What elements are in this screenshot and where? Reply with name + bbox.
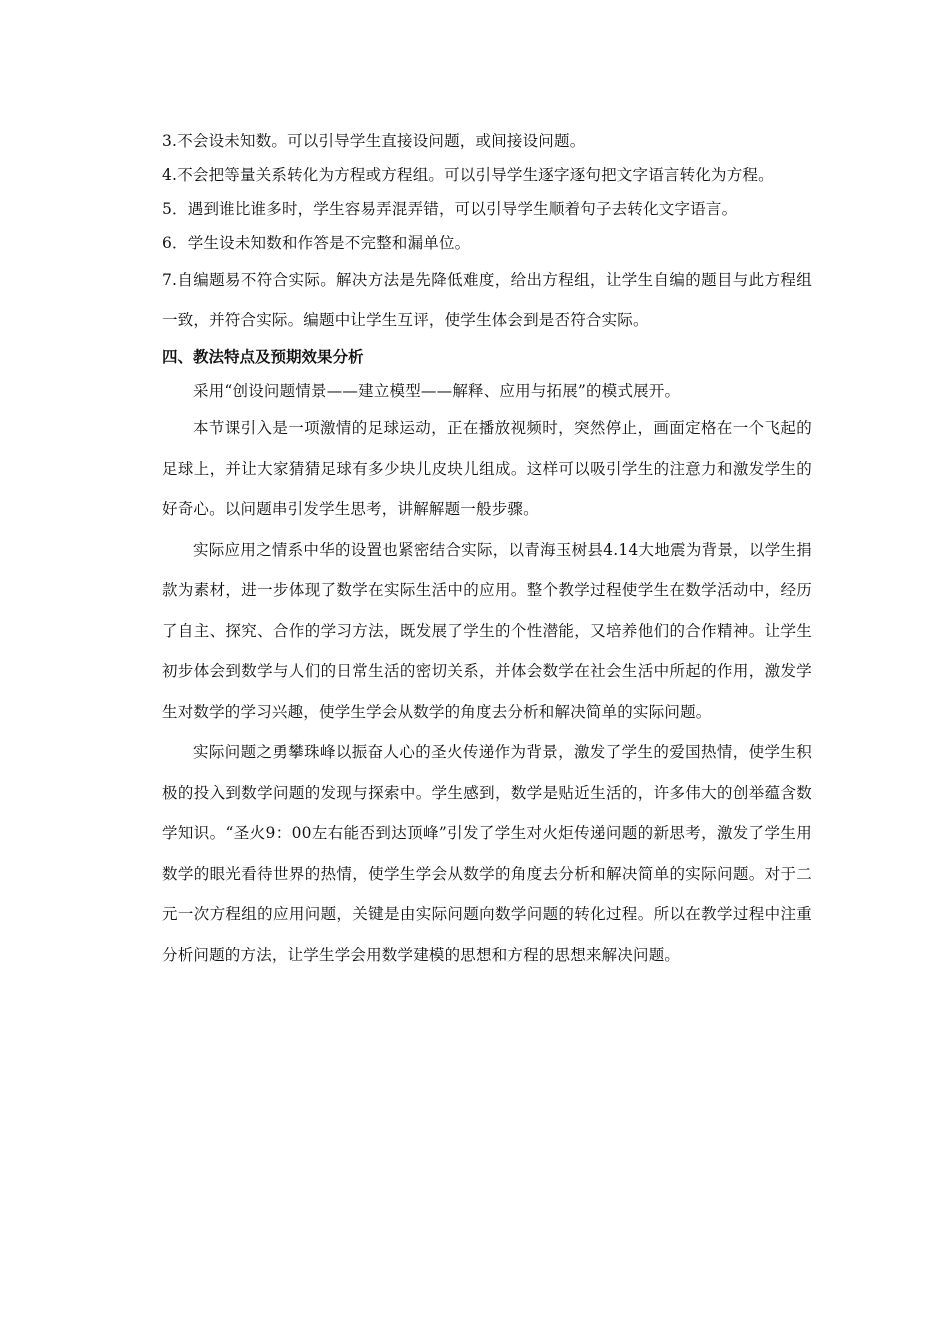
paragraph-intro: 本节课引入是一项激情的足球运动，正在播放视频时，突然停止，画面定格在一个飞起的足球上，并让大家猜猜足球有多少块儿皮块儿组成。这样可以吸引学生的注意力和激发学生的好奇心。以问题串引发学生思考，讲解解题一般步骤。: [162, 419, 812, 518]
list-item-5: 5．遇到谁比谁多时，学生容易弄混弄错，可以引导学生顺着句子去转化文字语言。: [162, 200, 738, 218]
paragraph-method: 采用“创设问题情景——建立模型——解释、应用与拓展”的模式展开。: [193, 382, 681, 400]
section-heading: 四、教法特点及预期效果分析: [162, 348, 364, 366]
document-page: [162, 124, 812, 975]
list-item-7: 7.自编题易不符合实际。解决方法是先降低难度，给出方程组，让学生自编的题目与此方程组一致，并符合实际。编题中让学生互评，使学生体会到是否符合实际。: [162, 271, 812, 329]
list-item-3: 3.不会设未知数。可以引导学生直接设问题，或间接设问题。: [162, 132, 586, 150]
paragraph-everest: 实际问题之勇攀珠峰以振奋人心的圣火传递作为背景，激发了学生的爱国热情，使学生积极的投入到数学问题的发现与探索中。学生感到，数学是贴近生活的，许多伟大的创举蕴含数学知识。“圣火9：00左右能否到达顶峰”引发了学生对火炬传递问题的新思考，激发了学生用数学的眼光看待世界的热情，使学生学会从数学的角度去分析和解决简单的实际问题。对于二元一次方程组的应用问题，关键是由实际问题向数学问题的转化过程。所以在教学过程中注重分析问题的方法，让学生学会用数学建模的思想和方程的思想来解决问题。: [162, 743, 812, 964]
list-item-4: 4.不会把等量关系转化为方程或方程组。可以引导学生逐字逐句把文字语言转化为方程。: [162, 166, 774, 184]
list-item-6: 6．学生设未知数和作答是不完整和漏单位。: [162, 234, 471, 252]
paragraph-application: 实际应用之情系中华的设置也紧密结合实际，以青海玉树县4.14大地震为背景，以学生捐款为素材，进一步体现了数学在实际生活中的应用。整个教学过程使学生在数学活动中，经历了自主、探究、合作的学习方法，既发展了学生的个性潜能，又培养他们的合作精神。让学生初步体会到数学与人们的日常生活的密切关系，并体会数学在社会生活中所起的作用，激发学生对数学的学习兴趣，使学生学会从数学的角度去分析和解决简单的实际问题。: [162, 540, 812, 721]
